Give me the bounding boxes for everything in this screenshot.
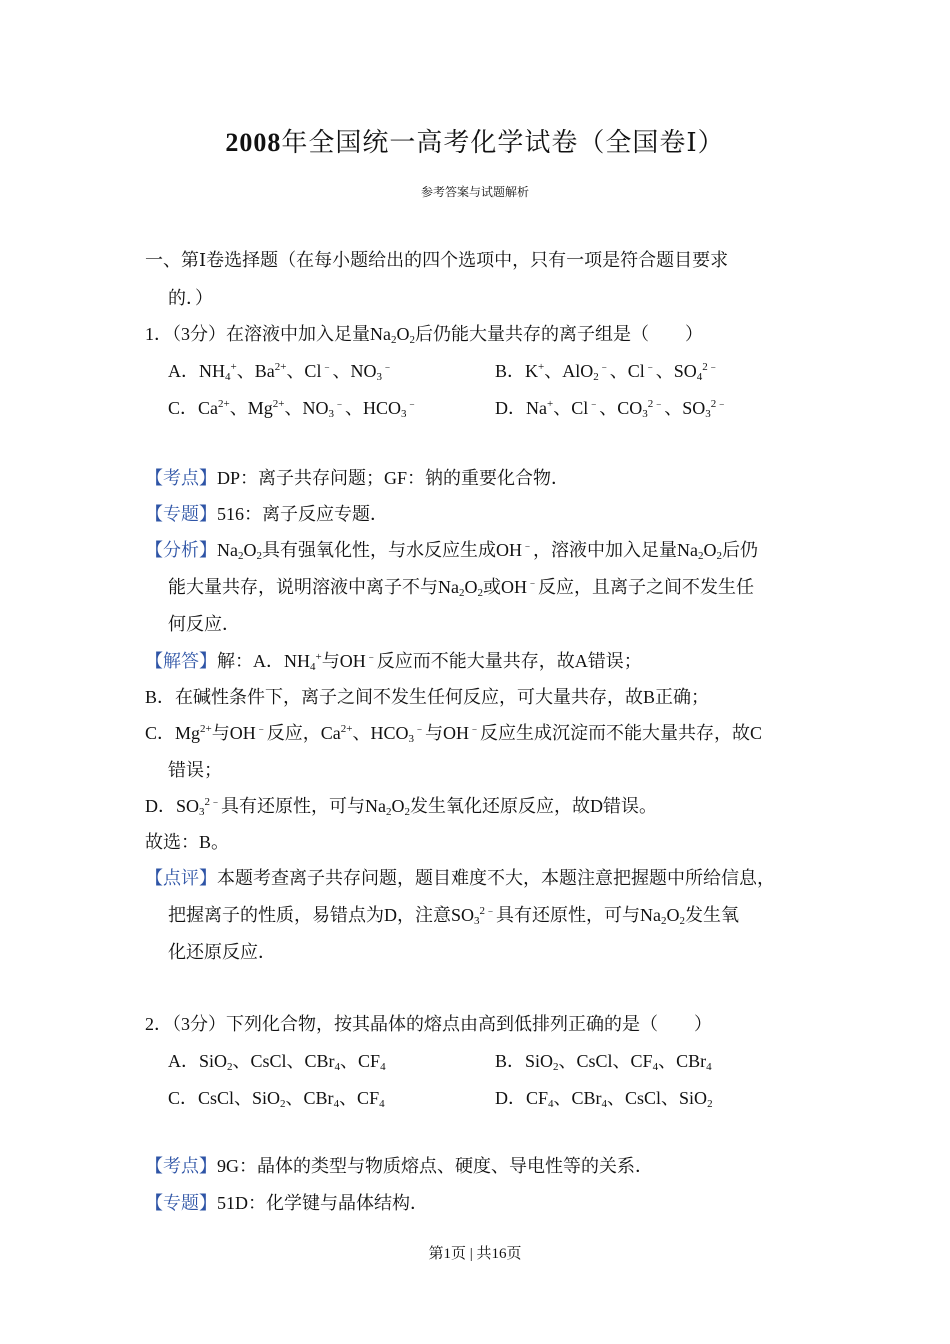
- page-footer: 第1页 | 共16页: [428, 1246, 522, 1262]
- q1-stem: 1．（3分）在溶液中加入足量$Na_2O_2$后仍能大量共存的离子组是（ ）: [145, 324, 703, 346]
- zhuanti-tag: 【专题】: [145, 504, 217, 524]
- q1-fenxi-end: 何反应．: [168, 614, 240, 634]
- q1-fenxi: 【分析】$Na_2O_2$具有强氧化性，与水反应生成OH﹣，溶液中加入足量$Na_2O_2$后仍: [145, 540, 758, 562]
- q2-option-a: A．SiO$_2$、CsCl、CBr$_4$、$CF_4$: [168, 1051, 386, 1073]
- q2-option-c: C．CsCl、SiO$_2$、CBr$_4$、$CF_4$: [168, 1088, 385, 1110]
- fenxi-tag: 【分析】: [145, 540, 217, 560]
- q1-option-b: B．K+、AlO$_2$﹣、Cl﹣、$SO_4^{2﹣}$: [495, 361, 719, 383]
- q2-kaodian: 【考点】9G：晶体的类型与物质熔点、硬度、导电性等的关系．: [145, 1156, 653, 1176]
- q1-fenxi-cont: 能大量共存，说明溶液中离子不与$Na_2O_2$或OH﹣反应，且离子之间不发生任: [168, 577, 754, 599]
- q1-jieda-c-cont: 错误；: [168, 760, 222, 780]
- q1-dianping-cont: 把握离子的性质，易错点为D，注意$SO_3^{2﹣}$具有还原性，可与$Na_2O_2$发生氧: [168, 905, 740, 927]
- q1-option-c: C．$Ca^{2+}$、$Mg^{2+}$、$NO_3^﹣$、$HCO_3^﹣$: [168, 398, 418, 420]
- page-title: 2008年全国统一高考化学试卷（全国卷Ⅰ）: [225, 128, 725, 157]
- q2-option-b: B．SiO$_2$、CsCl、$CF_4$、CBr$_4$: [495, 1051, 712, 1073]
- q1-jieda-b: B．在碱性条件下，离子之间不发生任何反应，可大量共存，故B正确；: [145, 687, 710, 707]
- q1-answer: 故选：B。: [145, 832, 230, 852]
- q1-zhuanti: 【专题】516：离子反应专题．: [145, 504, 388, 524]
- q1-jieda-c: C．$Mg^{2+}$与OH﹣反应，$Ca^{2+}$、$HCO_3^﹣$与OH﹣反应生成沉淀而不能大量共存，故C: [145, 723, 762, 745]
- q1-kaodian: 【考点】DP：离子共存问题；GF：钠的重要化合物．: [145, 468, 570, 488]
- section-heading: 一、第Ⅰ卷选择题（在每小题给出的四个选项中，只有一项是符合题目要求: [145, 250, 729, 270]
- q1-jieda: 【解答】解：A．$NH_4^+$与OH﹣反应而不能大量共存，故A错误；: [145, 651, 642, 673]
- kaodian-tag: 【考点】: [145, 468, 217, 488]
- q1-dianping: 【点评】本题考查离子共存问题，题目难度不大，本题注意把握题中所给信息，: [145, 868, 775, 888]
- q1-dianping-end: 化还原反应．: [168, 942, 276, 962]
- q2-zhuanti: 【专题】51D：化学键与晶体结构．: [145, 1193, 428, 1213]
- q2-option-d: D．$CF_4$、CBr$_4$、CsCl、SiO$_2$: [495, 1088, 713, 1110]
- page-subtitle: 参考答案与试题解析: [420, 185, 529, 199]
- q1-jieda-d: D．$SO_3^{2﹣}$具有还原性，可与$Na_2O_2$发生氧化还原反应，故D错误。: [145, 796, 658, 818]
- jieda-tag: 【解答】: [145, 651, 217, 671]
- dianping-tag: 【点评】: [145, 868, 217, 888]
- zhuanti-tag: 【专题】: [145, 1193, 217, 1213]
- q2-stem: 2．（3分）下列化合物，按其晶体的熔点由高到低排列正确的是（ ）: [145, 1014, 712, 1034]
- q1-option-d: D．Na+、Cl﹣、$CO_3^{2﹣}$、$SO_3^{2﹣}$: [495, 398, 728, 420]
- kaodian-tag: 【考点】: [145, 1156, 217, 1176]
- section-heading-cont: 的．）: [168, 288, 213, 308]
- q1-option-a: A．$NH_4^+$、$Ba^{2+}$、Cl﹣、$NO_3^﹣$: [168, 361, 393, 383]
